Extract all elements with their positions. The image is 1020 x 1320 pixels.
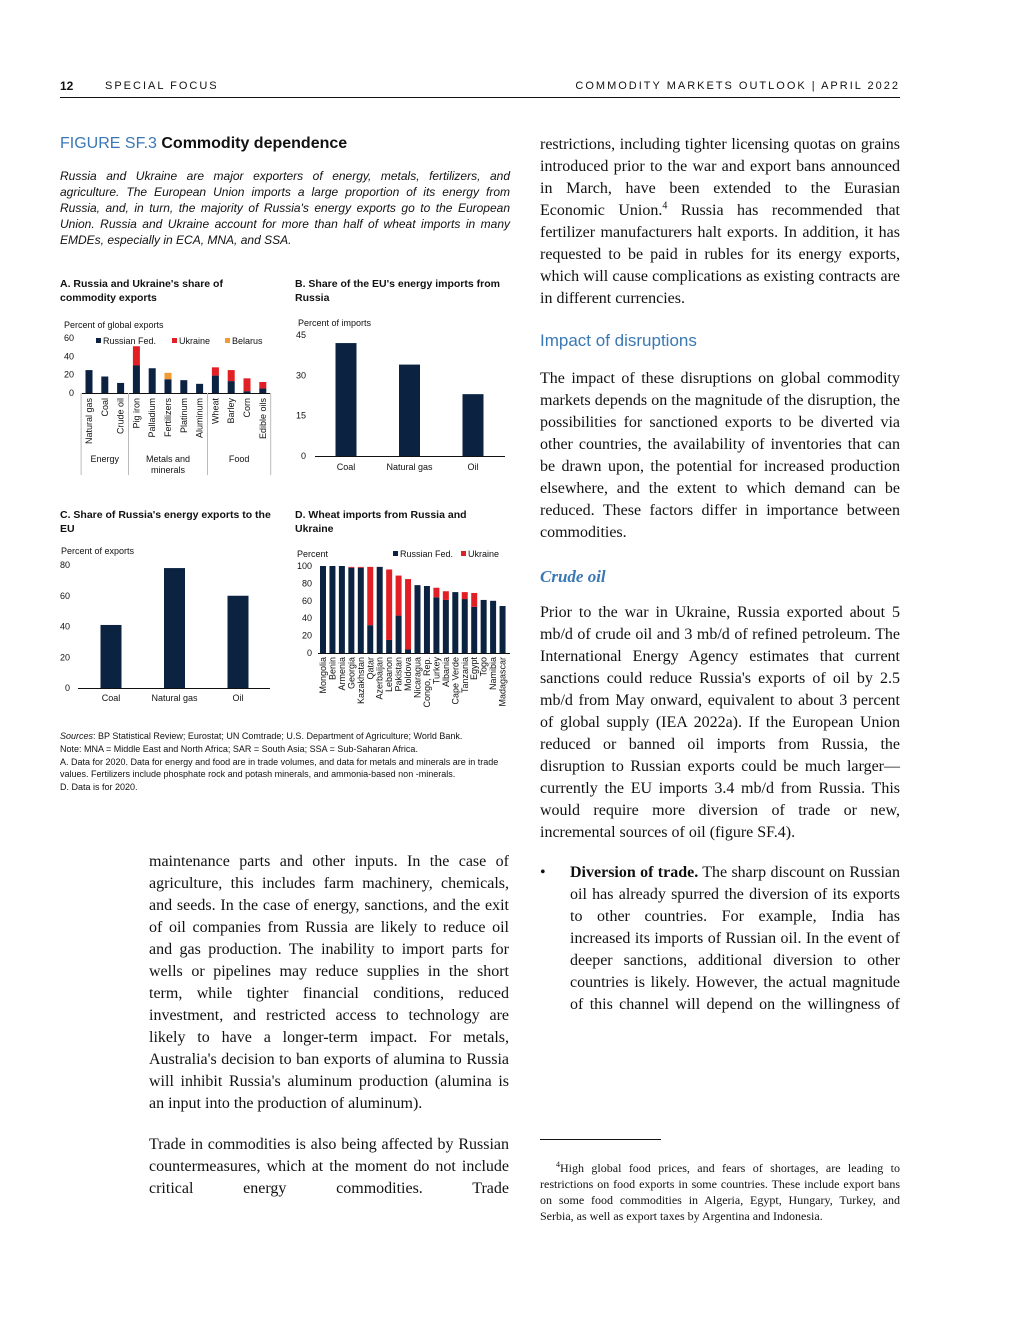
panel-c-xtick: Coal: [101, 693, 121, 703]
panel-d-bar-russianfed: [443, 600, 449, 653]
panel-a-bar-russianfed: [228, 381, 235, 393]
panel-d-bar-russianfed: [386, 640, 392, 653]
legend-label: Russian Fed.: [103, 336, 157, 346]
panel-d-bar-russianfed: [396, 616, 402, 653]
figure-number: FIGURE SF.3: [60, 135, 157, 152]
panel-a-xtick: Platinum: [178, 398, 189, 434]
panel-c-ytick: 0: [64, 683, 70, 693]
panel-d-bar-ukraine: [386, 569, 392, 639]
bullet-body: The sharp discount on Russian oil has already spurred the diversion of its exports to other countries. For example, India has increased its imports of Russian oil. In the event of deeper sanctions, additional diversion to other countries is likely. However, the actual magnitude of this channel will depend on the willingness of: [570, 864, 900, 1013]
panel-a-bar-ukraine: [228, 370, 235, 381]
panel-a-xtick: Barley: [226, 398, 237, 424]
panel-a-bar-russianfed: [244, 391, 251, 393]
section-label: SPECIAL FOCUS: [105, 80, 219, 92]
panel-d-xtick: Tanzania: [459, 657, 470, 694]
panel-a-ytick: 20: [63, 369, 74, 380]
panel-d-xtick: Albania: [440, 657, 451, 688]
panel-d-bar-russianfed: [348, 568, 354, 653]
panel-d-bar-russianfed: [452, 592, 458, 653]
panel-b-bar-russianfed: [399, 365, 420, 456]
panel-d-bar-russianfed: [329, 566, 335, 653]
panel-a-bar-ukraine: [133, 346, 140, 365]
panel-d-bar-russianfed: [405, 650, 411, 653]
panel-d-bar-ukraine: [405, 579, 411, 649]
panel-d-bar-russianfed: [377, 567, 383, 653]
panel-d-bar-ukraine: [348, 567, 354, 568]
legend-label: Russian Fed.: [400, 549, 454, 559]
panel-d-ytick: 80: [301, 578, 312, 589]
panel-d-xtick: Namibia: [488, 657, 499, 691]
legend-swatch: [461, 551, 466, 556]
footnote: [540, 1157, 900, 1224]
panel-c-xtick: Natural gas: [151, 693, 198, 703]
panel-c-xtick: Oil: [232, 693, 244, 703]
panel-d-xtick: Mongolia: [318, 657, 328, 694]
panel-a-bar-ukraine: [212, 367, 219, 375]
legend-swatch: [225, 338, 230, 343]
panel-d-xtick: Azerbaijan: [374, 657, 385, 700]
panel-a-group-label: Energy: [90, 454, 120, 464]
panel-b-ylabel: Percent of imports: [298, 318, 372, 328]
panel-b-ytick: 30: [295, 370, 306, 381]
panel-c-ytick: 20: [59, 652, 70, 663]
panel-d-ytick: 0: [306, 648, 312, 658]
panel-d-bar-russianfed: [500, 606, 506, 653]
panel-d-ytick: 60: [301, 595, 312, 606]
panel-c-ytick: 60: [59, 590, 70, 601]
panel-d-bar-ukraine: [471, 593, 477, 607]
panel-d-bar-russianfed: [358, 568, 364, 653]
left-column-text: [149, 851, 509, 1200]
footnote-reference[interactable]: 4: [662, 200, 668, 212]
panel-d-xtick: Armenia: [336, 657, 347, 691]
panel-a-bar-russianfed: [133, 366, 140, 394]
panel-d-xtick: Turkey: [431, 657, 442, 685]
panel-a-bar-russianfed: [149, 368, 156, 393]
panel-a-ytick: 60: [63, 333, 74, 343]
panel-d-bar-ukraine: [396, 576, 402, 616]
panel-d-xtick: Cape Verde: [450, 657, 461, 705]
panel-a-xtick: Coal: [99, 398, 110, 417]
panel-a-xtick: Natural gas: [84, 398, 94, 445]
legend-label: Ukraine: [468, 549, 500, 559]
panel-a-bar-russianfed: [196, 384, 203, 393]
panel-d-bar-russianfed: [367, 625, 373, 653]
panel-a-bar-belarus: [165, 373, 172, 379]
panel-a-xtick: Palladium: [147, 398, 158, 438]
panel-d-xtick: Nicaragua: [412, 657, 423, 699]
panel-a-group-label: minerals: [150, 465, 186, 475]
panel-c-title: C. Share of Russia's energy exports to the EU: [60, 509, 271, 535]
panel-d-bar-russianfed: [490, 601, 496, 653]
panel-d-xtick: Congo, Rep.: [421, 657, 432, 708]
panel-a-note: A. Data for 2020. Data for energy and food are in trade volumes, and data for metals and minerals are in trade values. Fertilizers include phosphate rock and potash minerals, and ammonia-based non -minerals.: [60, 757, 499, 779]
panel-c-bar-russianfed: [228, 596, 249, 688]
panel-c-ytick: 40: [59, 621, 70, 632]
figure-name: Commodity dependence: [161, 135, 348, 152]
panel-a-bar-russianfed: [259, 388, 266, 393]
panel-a-xtick: Aluminum: [194, 398, 205, 439]
panel-d-xtick: Togo: [478, 657, 489, 677]
footnote-number: 4: [556, 1160, 560, 1169]
panel-d-ylabel: Percent: [297, 549, 329, 559]
panel-c-bar-russianfed: [164, 568, 185, 688]
panel-b-ytick: 0: [300, 451, 306, 461]
sources-note: [60, 730, 510, 742]
panel-a-bar-russianfed: [165, 379, 172, 393]
footnote-rule: [540, 1139, 661, 1140]
panel-d-xtick: Madagascar: [497, 657, 508, 707]
paragraph-text: Russia has recommended that fertilizer manufacturers halt exports. In addition, it has requested to be paid in rubles for its energy exports, which will cause complications as existing contracts are in different currencies.: [540, 202, 900, 307]
figure-notes: [60, 730, 510, 794]
legend-swatch: [96, 338, 101, 343]
panel-c-bar-russianfed: [101, 625, 122, 688]
footnote-text: High global food prices, and fears of shortages, are leading to restrictions on food exports in some countries. These include export bans on some food commodities in Algeria, Egypt, Hungary, Turkey, and Serbia, as well as export taxes by Argentina and Indonesia.: [540, 1161, 900, 1223]
panel-a-xtick: Corn: [242, 398, 252, 418]
panel-d-xtick: Moldova: [403, 657, 414, 692]
panel-b-bar-russianfed: [336, 343, 357, 456]
bullet-title: Diversion of trade.: [570, 864, 699, 881]
panel-d-bar-russianfed: [433, 597, 439, 653]
body-paragraph: [540, 134, 900, 310]
legend-swatch: [172, 338, 177, 343]
bullet-text: [570, 862, 900, 1016]
panel-d-xtick: Georgia: [346, 657, 357, 690]
panel-d-bar-russianfed: [424, 586, 430, 653]
panel-a-bar-russianfed: [86, 370, 93, 393]
panel-c-ytick: 80: [59, 560, 70, 570]
panel-d-bar-ukraine: [358, 567, 364, 568]
bullet-item: [540, 862, 900, 1016]
panel-d-bar-ukraine: [367, 567, 373, 625]
panel-a-bar-russianfed: [101, 377, 108, 394]
panel-c-ylabel: Percent of exports: [61, 546, 135, 556]
sources-label: Sources: [60, 731, 94, 741]
panel-d-bar-ukraine: [462, 592, 468, 599]
panel-d-xtick: Qatar: [365, 657, 376, 680]
sources-text: : BP Statistical Review; Eurostat; UN Comtrade; U.S. Department of Agriculture; World Bank.: [93, 731, 463, 741]
panel-a-xtick: Edible oils: [257, 398, 268, 440]
panel-d-ytick: 100: [296, 561, 312, 571]
panel-a-group-label: Food: [228, 454, 250, 464]
panel-b-title: B. Share of the EU's energy imports from Russia: [295, 278, 500, 304]
panel-a-title: A. Russia and Ukraine's share of commodity exports: [60, 278, 223, 304]
panel-b-ytick: 15: [295, 410, 306, 421]
panel-d-bar-ukraine: [443, 591, 449, 600]
panel-d-xtick: Lebanon: [384, 657, 395, 693]
panel-a-xtick: Crude oil: [115, 398, 126, 435]
panel-d-bar-russianfed: [462, 599, 468, 653]
body-paragraph: Prior to the war in Ukraine, Russia exported about 5 mb/d of crude oil and 3 mb/d of refined petroleum. The International Energy Agency estimates that current sanctions could reduce Russia's exports of oil by 2.5 mb/d from May onward, equivalent to about 3 percent of global supply (IEA 2022a). If the European Union reduced or banned oil imports from Russia, the disruption to Russian exports could be much larger—currently the EU imports 3.4 mb/d from Russia. This would require more diversion of trade or new, incremental sources of oil (figure SF.4).: [540, 604, 900, 841]
panel-a-bar-ukraine: [244, 378, 251, 391]
page-number: 12: [60, 79, 74, 93]
panel-b-bar-russianfed: [463, 394, 484, 456]
legend-label: Ukraine: [179, 336, 211, 346]
panel-a-ytick: 0: [68, 388, 74, 398]
publication-title: COMMODITY MARKETS OUTLOOK | APRIL 2022: [575, 80, 900, 92]
panel-d-xtick: Benin: [327, 657, 338, 681]
section-heading: Impact of disruptions: [540, 331, 697, 350]
right-column-text: [540, 134, 900, 1016]
panel-d-note: D. Data is for 2020.: [60, 782, 138, 792]
panel-a-xtick: Pig iron: [131, 398, 142, 429]
panel-d-title: D. Wheat imports from Russia and Ukraine: [295, 509, 467, 535]
panel-a-bar-russianfed: [180, 380, 187, 393]
panel-a-ytick: 40: [63, 351, 74, 362]
abbrev-note: Note: MNA = Middle East and North Africa; SAR = South Asia; SSA = Sub-Saharan Africa.: [60, 744, 418, 754]
legend-swatch: [393, 551, 398, 556]
panel-d-bar-russianfed: [415, 585, 421, 653]
panel-a-bar-russianfed: [117, 383, 124, 393]
panel-d-xtick: Pakistan: [393, 657, 404, 692]
body-paragraph: Trade in commodities is also being affected by Russian countermeasures, which at the moment do not include critical energy commodities. Trade: [149, 1136, 509, 1197]
panel-b-xtick: Coal: [336, 462, 356, 472]
panel-d-bar-russianfed: [339, 566, 345, 653]
body-paragraph: maintenance parts and other inputs. In the case of agriculture, this includes farm machinery, chemicals, and seeds. In the case of energy, sanctions, and the exit of oil companies from Russia are likely to reduce oil and gas production. The inability to import parts for wells or pipelines may reduce supplies in the short term, while tighter financial conditions, reduced investment, and restricted access to technology are likely to have a longer-term impact. For metals, Australia's decision to ban exports of alumina to Russia will inhibit Russia's aluminum production (alumina is an input into the production of aluminum).: [149, 853, 509, 1112]
panel-d-bar-ukraine: [433, 588, 439, 598]
panel-d-ytick: 40: [301, 613, 312, 624]
panel-a-ylabel: Percent of global exports: [64, 320, 164, 330]
figure-caption: Russia and Ukraine are major exporters of energy, metals, fertilizers, and agriculture. The European Union imports a large proportion of its energy from Russia, and, in turn, the majority of Russia's energy exports go to the European Union. Russia and Ukraine account for more than half of wheat imports in many EMDEs, especially in ECA, MNA, and SSA.: [60, 169, 510, 247]
panel-a-bar-ukraine: [259, 382, 266, 388]
panel-a-xtick: Wheat: [210, 398, 221, 425]
panel-d-bar-russianfed: [320, 566, 326, 653]
legend-label: Belarus: [232, 336, 263, 346]
panel-d-xtick: Egypt: [469, 657, 480, 681]
panel-b-xtick: Natural gas: [386, 462, 433, 472]
panel-d-xtick: Kazakhstan: [355, 657, 366, 705]
panel-a-bar-russianfed: [212, 376, 219, 393]
panel-d-bar-russianfed: [481, 600, 487, 653]
panel-d-ytick: 20: [301, 630, 312, 641]
panel-a-xtick: Fertilizers: [163, 398, 173, 438]
subsection-heading: Crude oil: [540, 567, 606, 586]
panel-b-ytick: 45: [295, 330, 306, 340]
paragraph-text: restrictions, including tighter licensing quotas on grains introduced prior to the war and export bans announced in March, have been extended to the Eurasian Economic Union.: [540, 136, 900, 219]
panel-b-xtick: Oil: [467, 462, 479, 472]
panel-a-group-label: Metals and: [145, 454, 191, 464]
panel-d-bar-russianfed: [471, 607, 477, 653]
body-paragraph: The impact of these disruptions on global commodity markets depends on the magnitude of the disruption, the possibilities for sanctioned exports to be diverted via other countries, the availability of inventories that can be drawn upon, the potential for increased production elsewhere, and the extent to which demand can be reduced. These factors differ in importance between commodities.: [540, 370, 900, 541]
bullet-icon: •: [540, 864, 546, 881]
